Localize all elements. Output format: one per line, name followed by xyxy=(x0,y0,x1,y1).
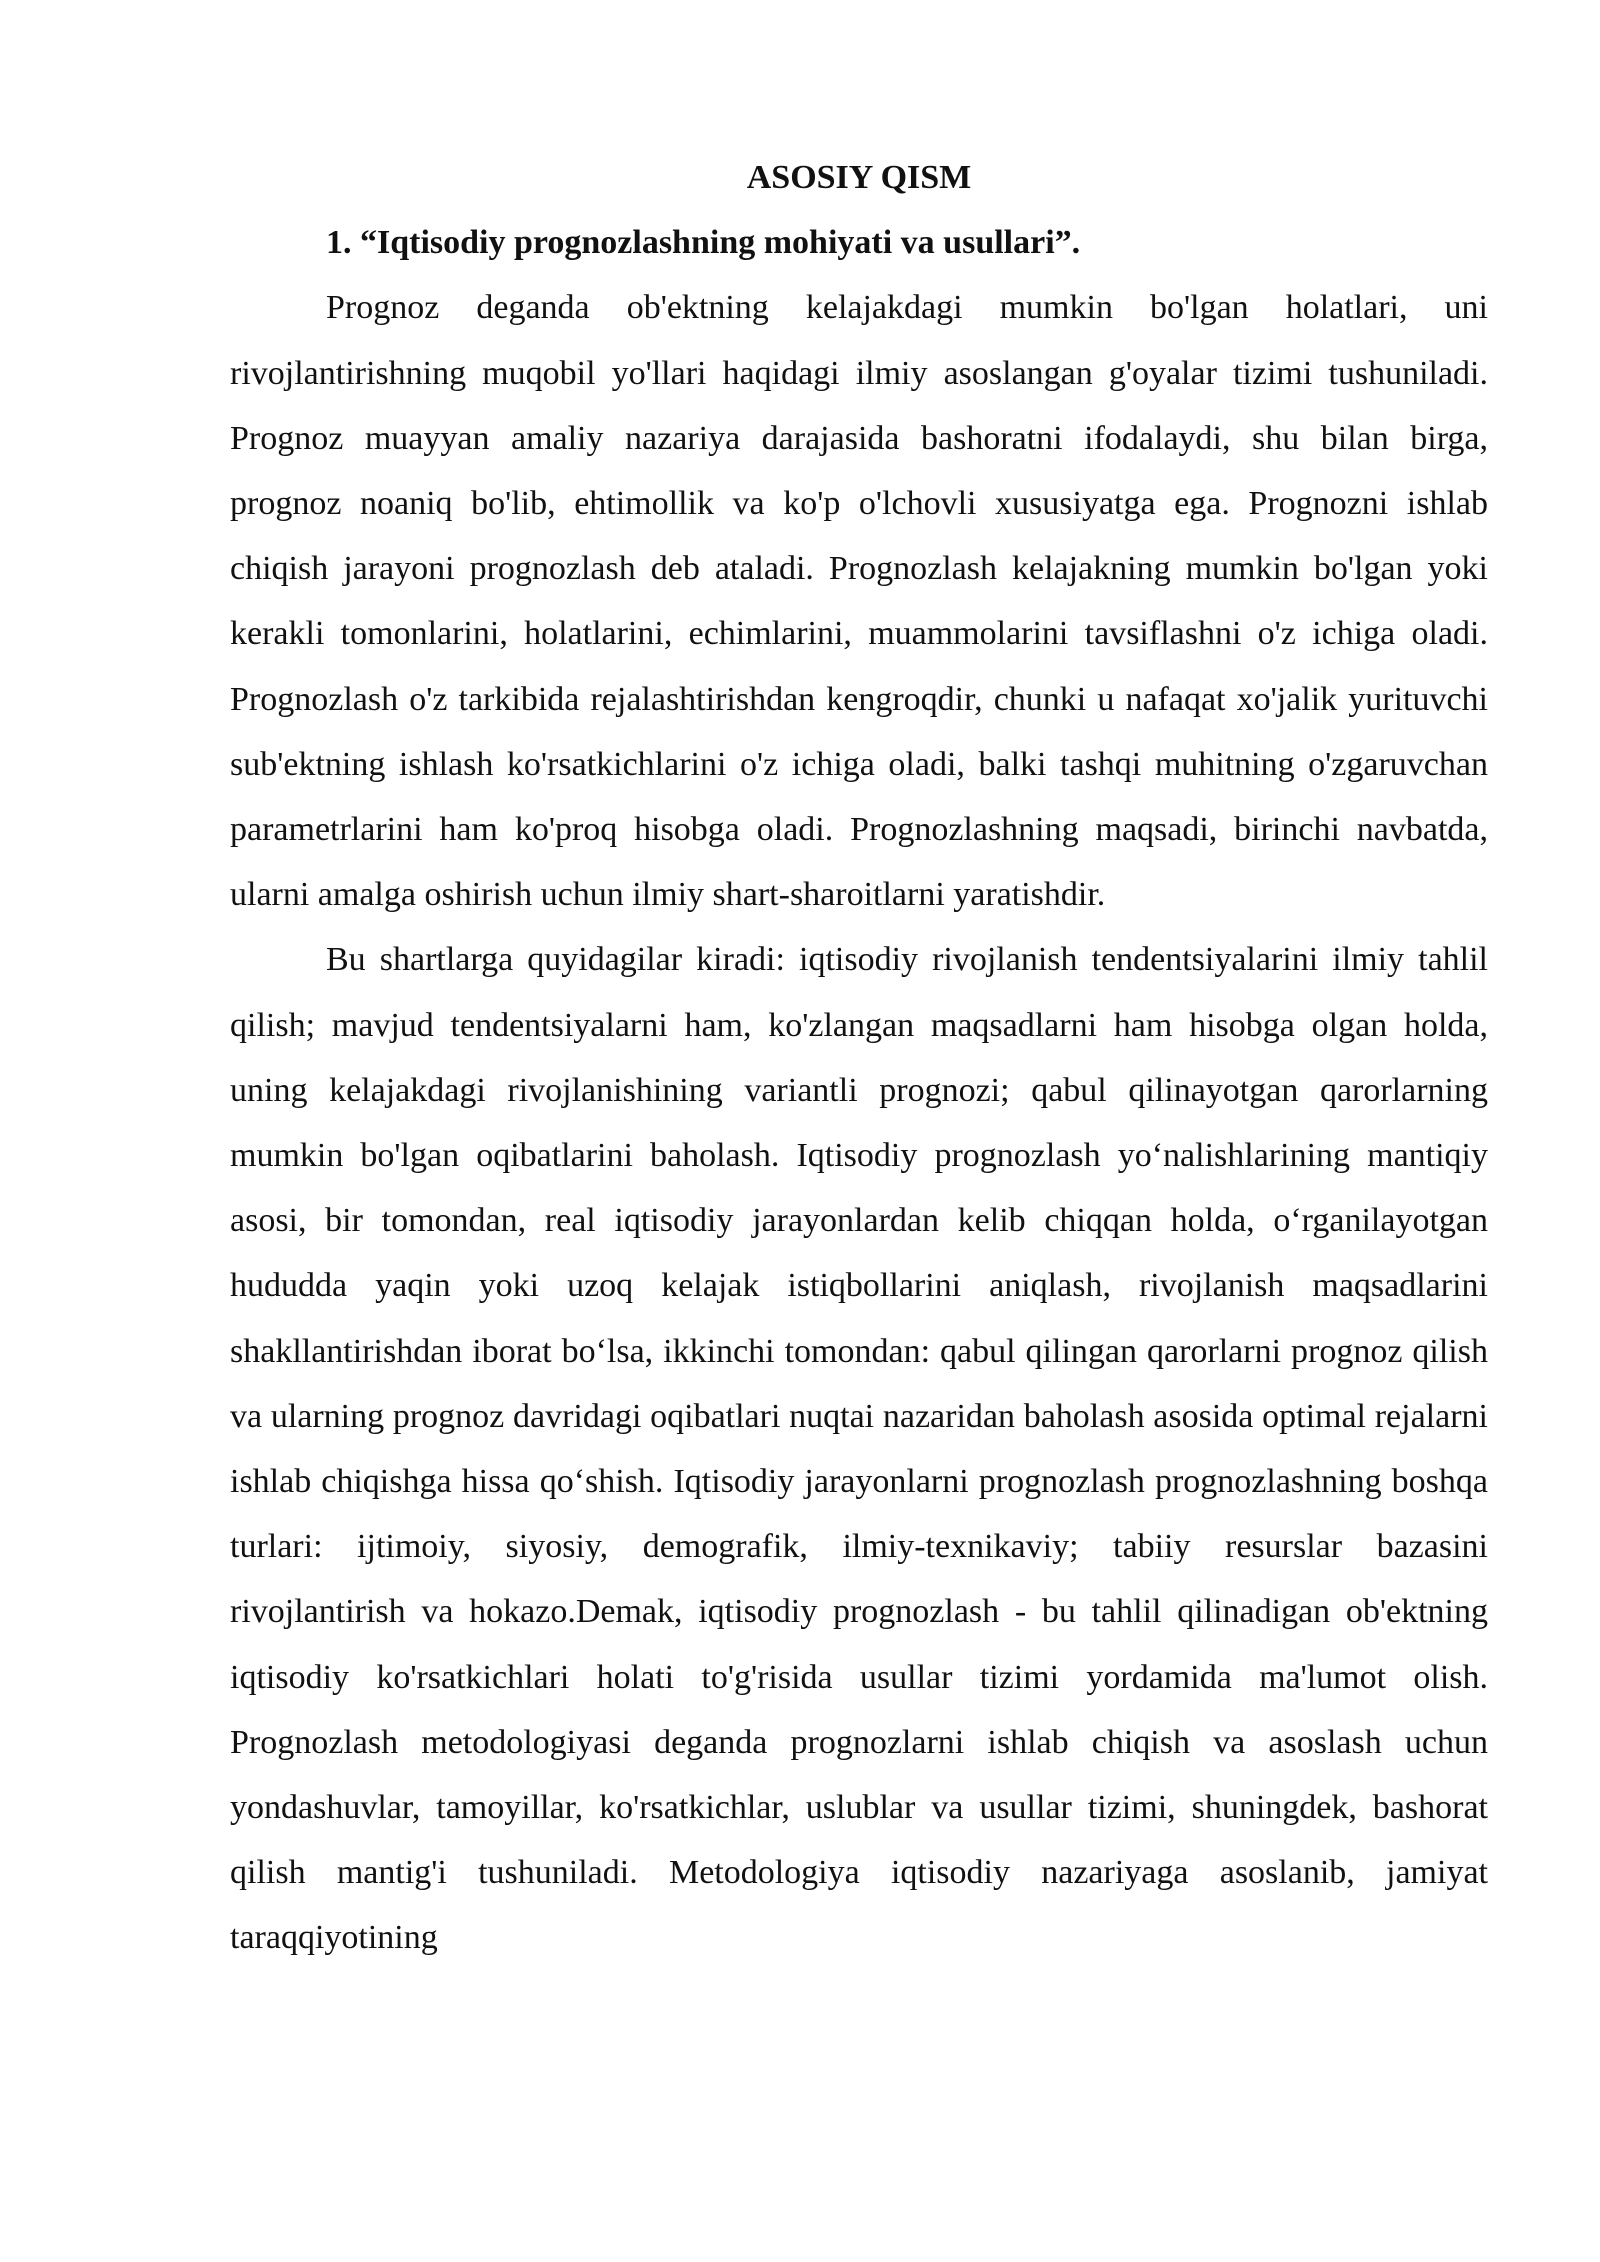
paragraph-1: Prognoz deganda ob'ektning kelajakdagi mumkin bo'lgan holatlari, uni rivojlantirishning muqobil yo'llari haqidagi ilmiy asoslangan g'oyalar tizimi tushuniladi. Prognoz muayyan amaliy nazariya darajasida bashoratni ifodalaydi, shu bilan birga, prognoz noaniq bo'lib, ehtimollik va ko'p o'lchovli xususiyatga ega. Prognozni ishlab chiqish jarayoni prognozlash deb ataladi. Prognozlash kelajakning mumkin bo'lgan yoki kerakli tomonlarini, holatlarini, echimlarini, muammolarini tavsiflashni o'z ichiga oladi. Prognozlash o'z tarkibida rejalashtirishdan kengroqdir, chunki u nafaqat xo'jalik yurituvchi sub'ektning ishlash ko'rsatkichlarini o'z ichiga oladi, balki tashqi muhitning o'zgaruvchan parametrlarini ham ko'proq hisobga oladi. Prognozlashning maqsadi, birinchi navbatda, ularni amalga oshirish uchun ilmiy shart-sharoitlarni yaratishdir. xyxy=(230,289,1488,914)
paragraph-2: Bu shartlarga quyidagilar kiradi: iqtisodiy rivojlanish tendentsiyalarini ilmiy tahlil qilish; mavjud tendentsiyalarni ham, ko'zlangan maqsadlarni ham hisobga olgan holda, uning kelajakdagi rivojlanishining variantli prognozi; qabul qilinayotgan qarorlarning mumkin bo'lgan oqibatlarini baholash. Iqtisodiy prognozlash yo‘nalishlarining mantiqiy asosi, bir tomondan, real iqtisodiy jarayonlardan kelib chiqqan holda, o‘rganilayotgan hududda yaqin yoki uzoq kelajak istiqbollarini aniqlash, rivojlanish maqsadlarini shakllantirishdan iborat bo‘lsa, ikkinchi tomondan: qabul qilingan qarorlarni prognoz qilish va ularning prognoz davridagi oqibatlari nuqtai nazaridan baholash asosida optimal rejalarni ishlab chiqishga hissa qo‘shish. Iqtisodiy jarayonlarni prognozlash prognozlashning boshqa turlari: ijtimoiy, siyosiy, demografik, ilmiy-texnikaviy; tabiiy resurslar bazasini rivojlantirish va hokazo.Demak, iqtisodiy prognozlash - bu tahlil qilinadigan ob'ektning iqtisodiy ko'rsatkichlari holati to'g'risida usullar tizimi yordamida ma'lumot olish. Prognozlash metodologiyasi deganda prognozlarni ishlab chiqish va asoslash uchun yondashuvlar, tamoyillar, ko'rsatkichlar, uslublar va usullar tizimi, shuningdek, bashorat qilish mantig'i tushuniladi. Metodologiya iqtisodiy nazariyaga asoslanib, jamiyat taraqqiyotining xyxy=(230,941,1488,1957)
chapter-title: 1. “Iqtisodiy prognozlashning mohiyati va usullari”. xyxy=(326,224,1081,262)
section-heading: ASOSIY QISM xyxy=(746,159,972,196)
document-page xyxy=(230,145,1488,1971)
